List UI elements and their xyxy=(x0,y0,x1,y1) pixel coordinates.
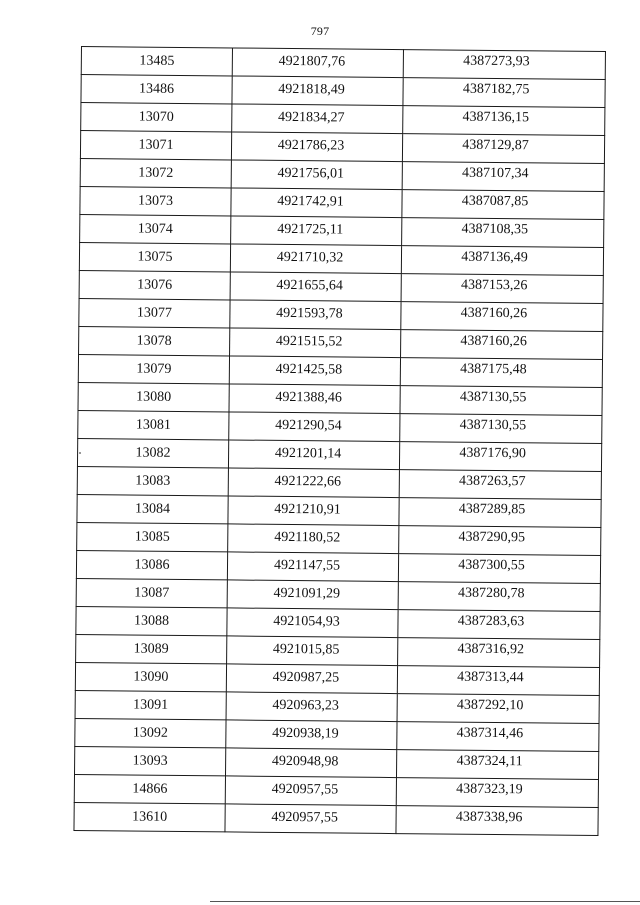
y-coordinate-text: 4387280,78 xyxy=(457,585,525,602)
y-coordinate-cell xyxy=(399,470,601,500)
point-id-text: 13075 xyxy=(137,249,173,265)
point-id-text: 13080 xyxy=(136,389,172,405)
point-id-cell xyxy=(81,47,232,76)
table-row xyxy=(77,522,601,555)
table-row xyxy=(81,75,605,108)
point-id-cell xyxy=(74,802,225,831)
y-coordinate-text: 4387323,19 xyxy=(456,781,523,798)
y-coordinate-text: 4387324,11 xyxy=(456,753,523,770)
point-id-cell xyxy=(76,578,227,607)
point-id-cell xyxy=(75,662,226,691)
y-coordinate-text: 4387160,26 xyxy=(460,305,528,322)
table-row xyxy=(76,606,600,639)
y-coordinate-text: 4387108,35 xyxy=(461,221,529,238)
x-coordinate-cell xyxy=(230,300,401,330)
x-coordinate-cell xyxy=(225,776,396,806)
point-id-cell xyxy=(77,438,228,467)
table-row xyxy=(79,242,603,275)
y-coordinate-text: 4387313,44 xyxy=(457,669,524,686)
x-coordinate-text: 4921834,27 xyxy=(278,109,345,126)
point-id-text: 13086 xyxy=(134,557,170,573)
y-coordinate-cell xyxy=(397,666,599,696)
point-id-text: 13085 xyxy=(134,529,170,545)
x-coordinate-text: 4921425,58 xyxy=(275,361,343,378)
x-coordinate-cell xyxy=(227,636,398,666)
point-id-text: 13087 xyxy=(134,585,170,601)
y-coordinate-text: 4387263,57 xyxy=(459,473,526,490)
x-coordinate-cell xyxy=(232,104,403,134)
x-coordinate-cell xyxy=(229,412,400,442)
point-id-text: 13076 xyxy=(137,277,173,293)
y-coordinate-text: 4387130,55 xyxy=(459,389,527,406)
table-row xyxy=(75,690,599,723)
table-row xyxy=(79,326,603,359)
y-coordinate-cell xyxy=(401,302,603,332)
page-number: 797 xyxy=(310,24,330,38)
y-coordinate-cell xyxy=(403,106,605,136)
table-row xyxy=(74,774,598,807)
point-id-cell xyxy=(79,326,230,355)
x-coordinate-text: 4921593,78 xyxy=(276,305,343,322)
y-coordinate-cell xyxy=(396,778,598,808)
point-id-cell xyxy=(81,75,232,104)
x-coordinate-cell xyxy=(226,748,397,778)
y-coordinate-cell xyxy=(403,78,605,108)
point-id-cell xyxy=(76,634,227,663)
point-id-text: 13070 xyxy=(138,109,174,125)
point-id-text: 13089 xyxy=(133,641,169,657)
point-id-text: 13083 xyxy=(135,473,171,489)
x-coordinate-cell xyxy=(230,272,401,302)
y-coordinate-cell xyxy=(399,526,601,556)
x-coordinate-cell xyxy=(227,608,398,638)
point-id-text: 13486 xyxy=(139,81,175,97)
table-row xyxy=(80,131,604,164)
point-id-text: 13084 xyxy=(134,501,171,517)
y-coordinate-text: 4387292,10 xyxy=(456,697,524,714)
table-row xyxy=(81,103,605,136)
x-coordinate-cell xyxy=(226,664,397,694)
point-id-text: 13074 xyxy=(137,221,173,237)
point-id-text: 13090 xyxy=(133,669,169,685)
y-coordinate-text: 4387153,26 xyxy=(460,277,528,294)
table-row xyxy=(75,746,599,779)
y-coordinate-text: 4387175,48 xyxy=(460,361,527,378)
x-coordinate-cell xyxy=(228,440,399,470)
y-coordinate-cell xyxy=(401,246,603,276)
x-coordinate-cell xyxy=(227,552,398,582)
x-coordinate-cell xyxy=(231,160,402,190)
point-id-cell xyxy=(77,494,228,523)
x-coordinate-text: 4921756,01 xyxy=(277,165,345,182)
y-coordinate-cell xyxy=(401,274,603,304)
x-coordinate-text: 4920948,98 xyxy=(271,753,339,770)
y-coordinate-cell xyxy=(399,442,601,472)
table-row xyxy=(75,718,599,751)
point-id-text: 13081 xyxy=(135,417,171,433)
point-id-text: 13610 xyxy=(132,809,168,825)
point-id-cell xyxy=(79,270,230,299)
table-row xyxy=(77,466,601,499)
table-row xyxy=(79,270,603,303)
coordinates-table-container xyxy=(73,46,602,836)
point-id-cell xyxy=(75,746,226,775)
table-row xyxy=(78,382,602,415)
y-coordinate-text: 4387314,46 xyxy=(456,725,524,742)
point-id-cell xyxy=(74,774,225,803)
table-row xyxy=(78,354,602,387)
table-row xyxy=(78,410,602,443)
x-coordinate-cell xyxy=(231,132,402,162)
point-id-cell xyxy=(79,242,230,271)
point-id-text: 13071 xyxy=(138,137,174,153)
table-row xyxy=(77,494,601,527)
point-id-cell xyxy=(78,410,229,439)
point-id-cell xyxy=(75,718,226,747)
coordinates-table xyxy=(73,46,606,836)
point-id-cell xyxy=(80,186,231,215)
table-row xyxy=(75,662,599,695)
x-coordinate-text: 4921091,29 xyxy=(273,585,341,602)
point-id-text: 13485 xyxy=(139,53,175,69)
x-coordinate-text: 4921388,46 xyxy=(275,389,342,406)
x-coordinate-text: 4921290,54 xyxy=(275,417,342,434)
x-coordinate-cell xyxy=(230,244,401,274)
y-coordinate-cell xyxy=(396,750,598,780)
x-coordinate-text: 4921515,52 xyxy=(275,333,343,350)
point-id-text: 13082 xyxy=(135,445,171,461)
coordinates-table-body xyxy=(74,47,606,836)
y-coordinate-cell xyxy=(402,162,604,192)
y-coordinate-cell xyxy=(400,358,602,388)
x-coordinate-text: 4921742,91 xyxy=(277,193,344,210)
point-id-text: 13077 xyxy=(136,305,173,321)
y-coordinate-cell xyxy=(402,134,604,164)
y-coordinate-text: 4387273,93 xyxy=(463,53,530,70)
y-coordinate-cell xyxy=(402,190,604,220)
y-coordinate-cell xyxy=(397,722,599,752)
y-coordinate-cell xyxy=(402,218,604,248)
x-coordinate-text: 4921786,23 xyxy=(277,137,345,154)
point-id-cell xyxy=(80,131,231,160)
x-coordinate-text: 4921210,91 xyxy=(274,501,341,518)
y-coordinate-text: 4387289,85 xyxy=(458,501,526,518)
x-coordinate-text: 4920957,55 xyxy=(271,809,338,826)
table-row xyxy=(76,578,600,611)
y-coordinate-text: 4387283,63 xyxy=(457,613,525,630)
x-coordinate-text: 4921147,55 xyxy=(273,557,341,574)
x-coordinate-cell xyxy=(231,188,402,218)
point-id-cell xyxy=(75,690,226,719)
y-coordinate-cell xyxy=(400,414,602,444)
table-row xyxy=(76,634,600,667)
y-coordinate-cell xyxy=(397,694,599,724)
table-row xyxy=(79,298,603,331)
x-coordinate-cell xyxy=(228,524,399,554)
x-coordinate-text: 4920963,23 xyxy=(272,697,339,714)
point-id-cell xyxy=(77,522,228,551)
table-row xyxy=(81,47,605,80)
point-id-text: 13073 xyxy=(137,193,174,209)
scan-speck xyxy=(79,452,81,454)
point-id-cell xyxy=(78,354,229,383)
y-coordinate-text: 4387316,92 xyxy=(457,641,525,658)
y-coordinate-cell xyxy=(403,50,605,80)
point-id-cell xyxy=(79,298,230,327)
table-row xyxy=(80,186,604,219)
y-coordinate-text: 4387182,75 xyxy=(462,81,530,98)
point-id-cell xyxy=(77,466,228,495)
x-coordinate-cell xyxy=(230,328,401,358)
x-coordinate-text: 4920957,55 xyxy=(271,781,339,798)
y-coordinate-cell xyxy=(399,498,601,528)
x-coordinate-text: 4920938,19 xyxy=(272,725,339,742)
y-coordinate-text: 4387290,95 xyxy=(458,529,526,546)
x-coordinate-text: 4921222,66 xyxy=(274,473,342,490)
x-coordinate-text: 4921015,85 xyxy=(272,641,340,658)
y-coordinate-text: 4387136,15 xyxy=(462,109,530,126)
x-coordinate-cell xyxy=(229,384,400,414)
point-id-text: 13092 xyxy=(132,725,168,741)
point-id-text: 13091 xyxy=(133,697,169,713)
x-coordinate-text: 4921710,32 xyxy=(276,249,344,266)
x-coordinate-text: 4921180,52 xyxy=(274,529,341,546)
x-coordinate-cell xyxy=(232,76,403,106)
table-row xyxy=(76,550,600,583)
x-coordinate-cell xyxy=(227,580,398,610)
table-row xyxy=(80,158,604,191)
table-row xyxy=(74,802,598,835)
y-coordinate-text: 4387176,90 xyxy=(459,445,526,462)
y-coordinate-text: 4387338,96 xyxy=(455,809,523,826)
x-coordinate-text: 4921725,11 xyxy=(277,221,344,238)
y-coordinate-cell xyxy=(398,638,600,668)
y-coordinate-text: 4387130,55 xyxy=(459,417,527,434)
y-coordinate-cell xyxy=(398,610,600,640)
point-id-cell xyxy=(76,550,227,579)
x-coordinate-cell xyxy=(226,720,397,750)
point-id-text: 14866 xyxy=(132,781,168,797)
x-coordinate-text: 4920987,25 xyxy=(272,669,340,686)
table-row xyxy=(80,214,604,247)
point-id-cell xyxy=(80,214,231,243)
point-id-text: 13072 xyxy=(138,165,174,181)
point-id-text: 13079 xyxy=(136,361,172,377)
y-coordinate-cell xyxy=(396,806,598,836)
y-coordinate-text: 4387136,49 xyxy=(461,249,528,266)
x-coordinate-text: 4921818,49 xyxy=(278,81,345,98)
x-coordinate-cell xyxy=(232,48,403,78)
y-coordinate-text: 4387129,87 xyxy=(462,137,529,154)
y-coordinate-cell xyxy=(400,386,602,416)
y-coordinate-text: 4387107,34 xyxy=(461,165,529,182)
point-id-text: 13093 xyxy=(132,753,168,769)
x-coordinate-cell xyxy=(229,356,400,386)
x-coordinate-cell xyxy=(225,804,396,834)
y-coordinate-cell xyxy=(398,554,600,584)
y-coordinate-text: 4387087,85 xyxy=(461,193,529,210)
point-id-text: 13088 xyxy=(133,613,170,629)
y-coordinate-text: 4387300,55 xyxy=(458,557,525,574)
x-coordinate-text: 4921201,14 xyxy=(274,445,342,462)
x-coordinate-cell xyxy=(231,216,402,246)
y-coordinate-cell xyxy=(398,582,600,612)
x-coordinate-cell xyxy=(228,468,399,498)
point-id-cell xyxy=(76,606,227,635)
y-coordinate-text: 4387160,26 xyxy=(460,333,528,350)
point-id-cell xyxy=(78,382,229,411)
scan-edge-line xyxy=(210,901,640,902)
x-coordinate-text: 4921054,93 xyxy=(273,613,340,630)
y-coordinate-cell xyxy=(401,330,603,360)
x-coordinate-cell xyxy=(228,496,399,526)
table-row xyxy=(77,438,601,471)
point-id-text: 13078 xyxy=(136,333,172,349)
x-coordinate-text: 4921655,64 xyxy=(276,277,344,294)
x-coordinate-cell xyxy=(226,692,397,722)
point-id-cell xyxy=(80,158,231,187)
x-coordinate-text: 4921807,76 xyxy=(278,53,346,70)
point-id-cell xyxy=(81,103,232,132)
